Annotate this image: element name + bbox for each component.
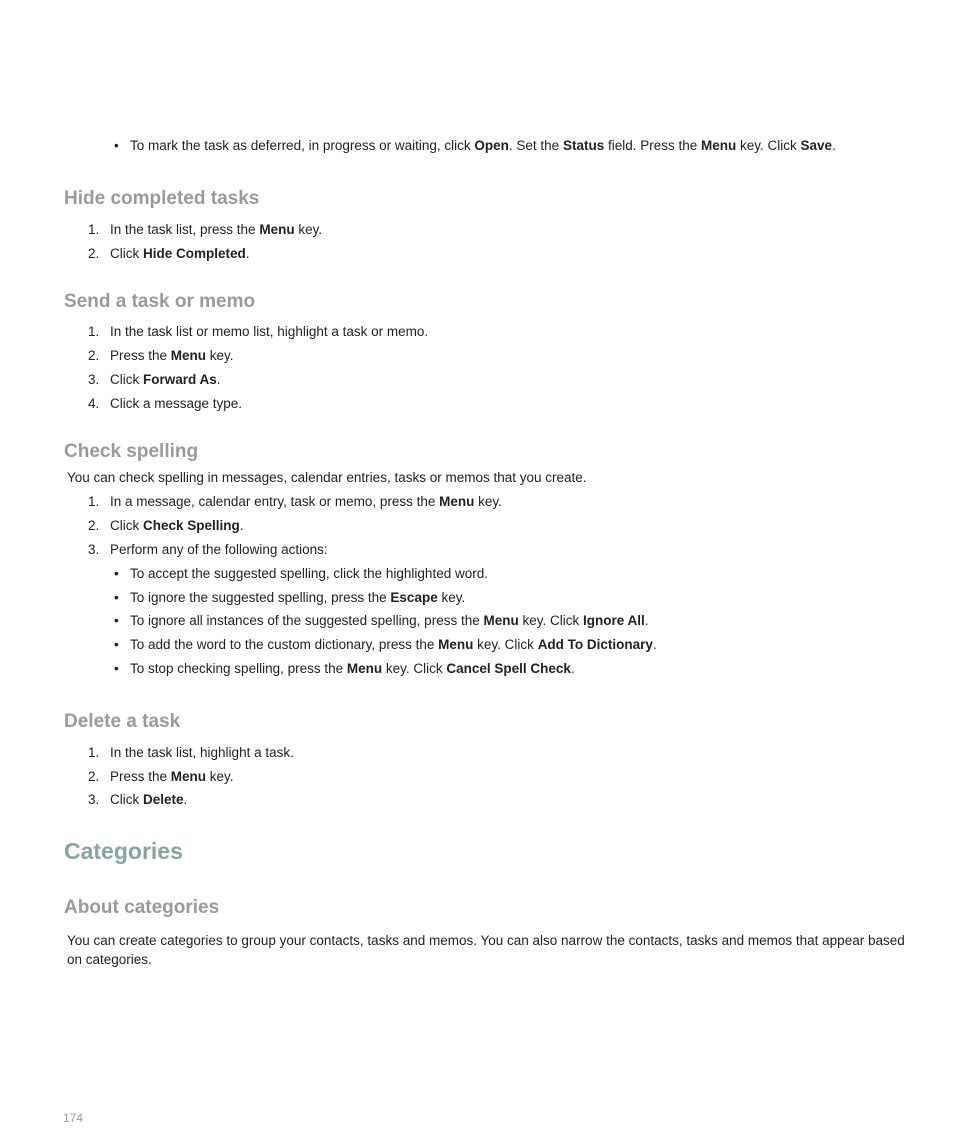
step-item: 3. Perform any of the following actions: (88, 542, 328, 557)
step-item: 3. Click Forward As. (88, 372, 221, 387)
bullet-item: • To ignore the suggested spelling, press the Escape key. (114, 590, 466, 605)
step-item: 2. Click Hide Completed. (88, 246, 250, 261)
heading-delete-a-task: Delete a task (64, 711, 181, 732)
step-item: 2. Press the Menu key. (88, 348, 234, 363)
intro-paragraph: You can check spelling in messages, calendar entries, tasks or memos that you create. (67, 470, 587, 485)
heading-about-categories: About categories (64, 897, 220, 918)
step-item: 1. In the task list, press the Menu key. (88, 222, 323, 237)
step-item: 3. Click Delete. (88, 792, 188, 807)
bullet-item: • To accept the suggested spelling, click the highlighted word. (114, 566, 488, 581)
page-number: 174 (63, 1111, 84, 1125)
step-item: 1. In the task list or memo list, highlight a task or memo. (88, 324, 429, 339)
step-item: 1. In the task list, highlight a task. (88, 745, 294, 760)
bullet-item: • To ignore all instances of the suggested spelling, press the Menu key. Click Ignore All. (114, 613, 649, 628)
bullet-item-mark-deferred: • To mark the task as deferred, in progress or waiting, click Open. Set the Status field. Press the Menu key. Click Save. (114, 138, 836, 153)
step-item: 2. Press the Menu key. (88, 769, 234, 784)
step-item: 1. In a message, calendar entry, task or memo, press the Menu key. (88, 494, 502, 509)
bullet-item: • To add the word to the custom dictionary, press the Menu key. Click Add To Dictionary. (114, 637, 657, 652)
step-item: 2. Click Check Spelling. (88, 518, 244, 533)
categories-paragraph: You can create categories to group your contacts, tasks and memos. You can also narrow the contacts, tasks and memos that appear based on categories. (67, 933, 905, 967)
heading-categories: Categories (64, 838, 183, 864)
heading-send-task-or-memo: Send a task or memo (64, 291, 256, 312)
step-item: 4. Click a message type. (88, 396, 243, 411)
heading-hide-completed-tasks: Hide completed tasks (64, 188, 260, 209)
heading-check-spelling: Check spelling (64, 441, 199, 462)
bullet-item: • To stop checking spelling, press the Menu key. Click Cancel Spell Check. (114, 661, 575, 676)
